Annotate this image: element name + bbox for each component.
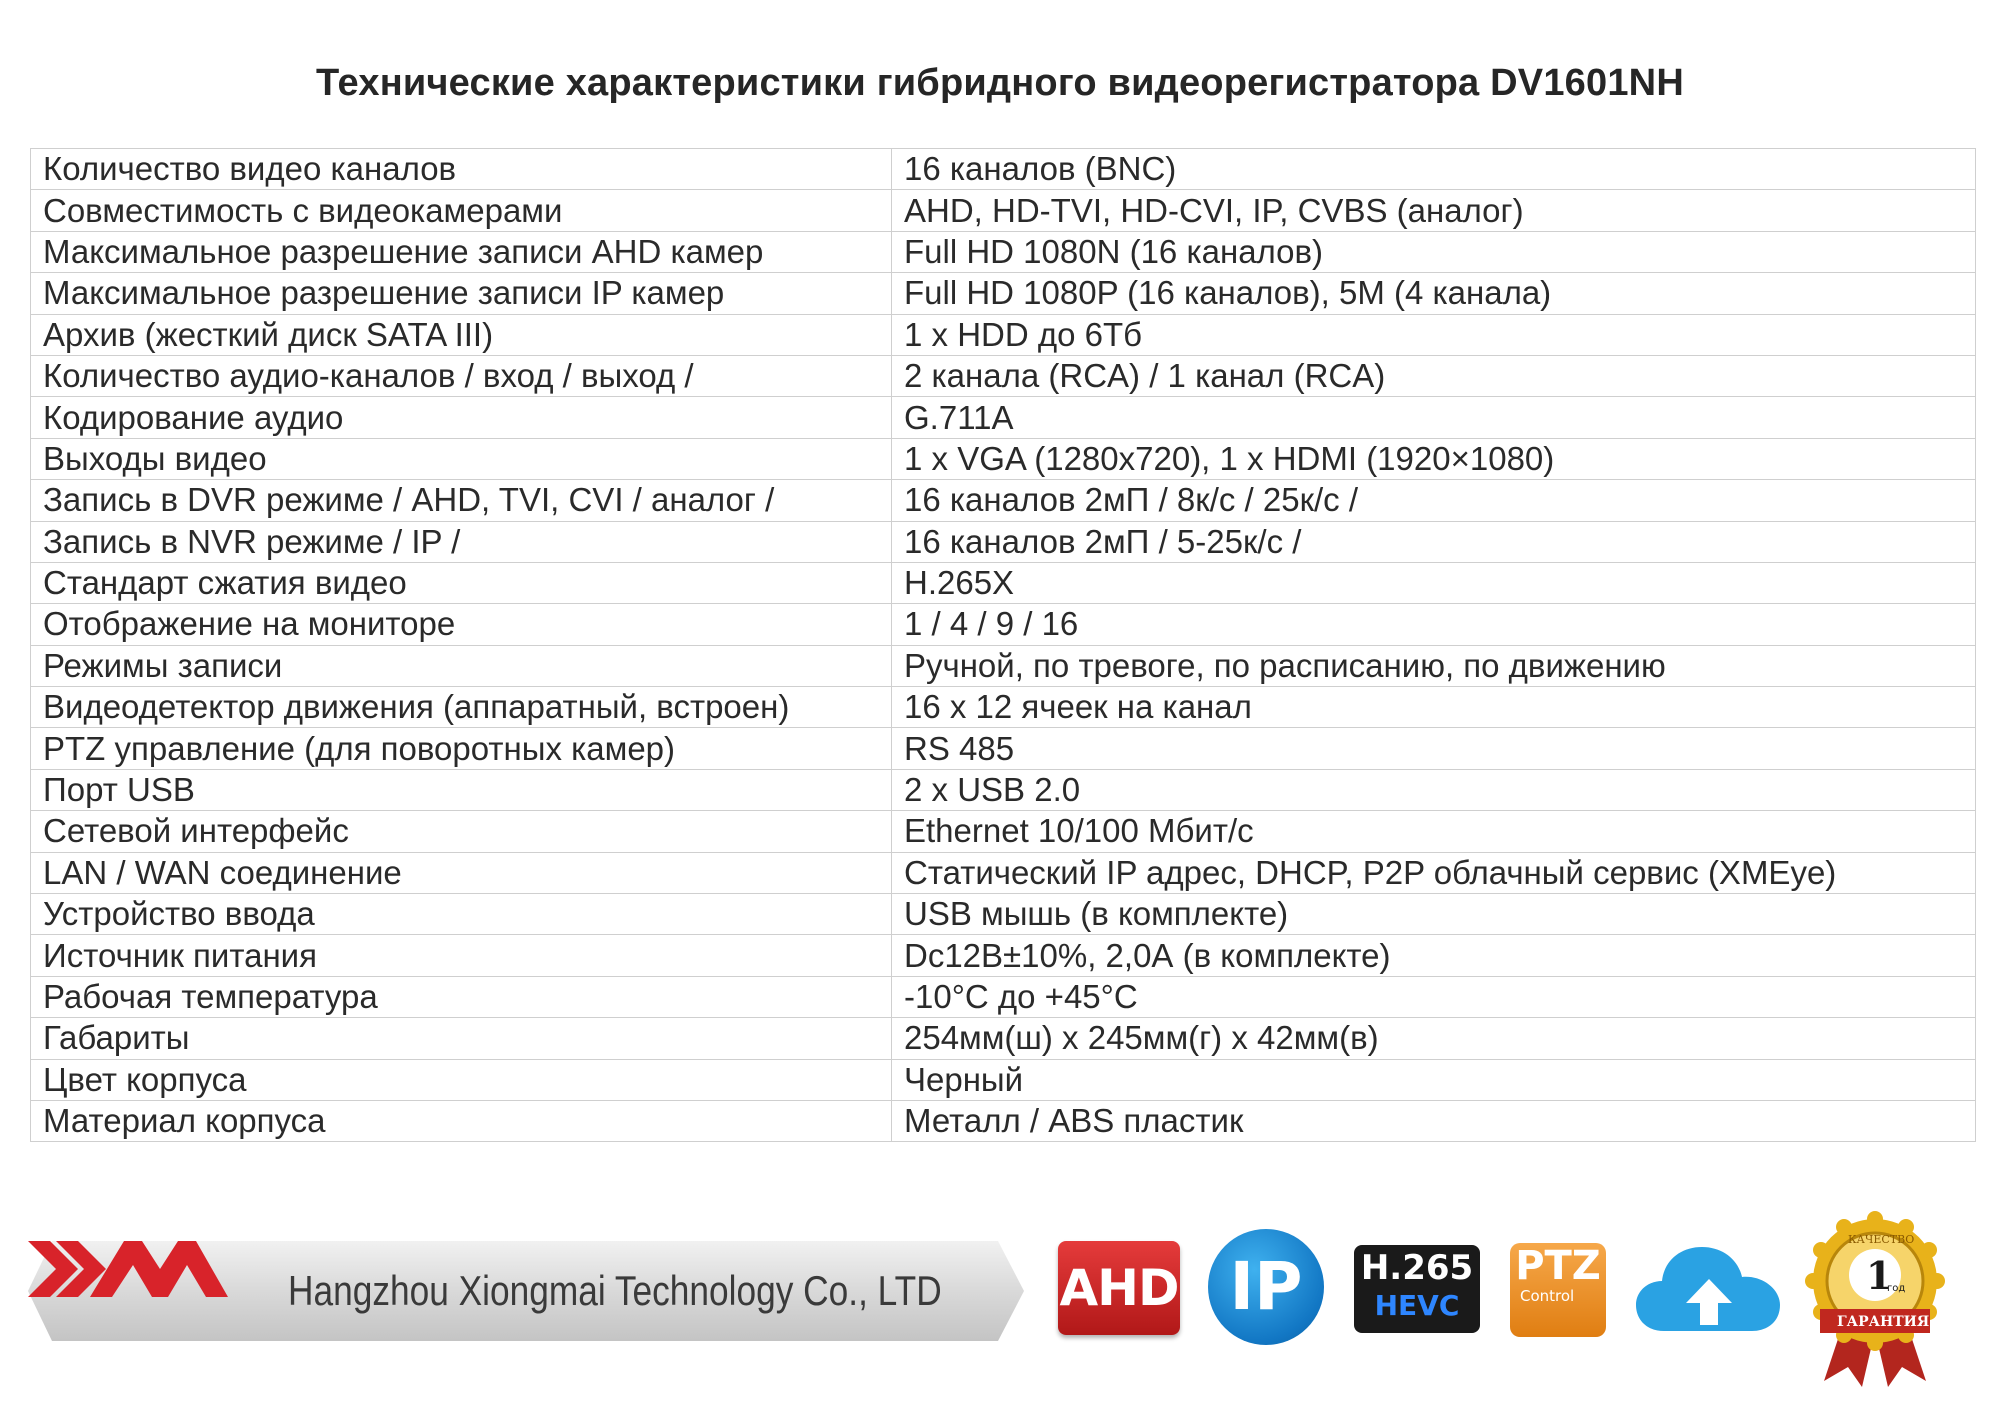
spec-row [31, 231, 1976, 272]
spec-row [31, 811, 1976, 852]
page-title: Технические характеристики гибридного видеорегистратора DV1601NH [316, 62, 1684, 104]
xm-logo-icon [28, 1241, 228, 1297]
spec-row [31, 1059, 1976, 1100]
spec-value: 254мм(ш) х 245мм(г) х 42мм(в) [892, 1018, 1976, 1059]
ptz-control-badge-icon [1510, 1243, 1606, 1337]
spec-row [31, 397, 1976, 438]
spec-parameter: Максимальное разрешение записи IP камер [31, 273, 892, 314]
spec-value: Ethernet 10/100 Мбит/с [892, 811, 1976, 852]
h265-label: H.265 [1360, 1248, 1474, 1288]
spec-value: H.265X [892, 562, 1976, 603]
warranty-unit: год [1887, 1283, 1906, 1294]
spec-value: -10°С до +45°С [892, 976, 1976, 1017]
company-name: Hangzhou Xiongmai Technology Co., LTD [288, 1267, 942, 1314]
ahd-badge-icon: AHD [1058, 1241, 1180, 1335]
h265-hevc-badge-icon [1354, 1245, 1480, 1333]
spec-row [31, 645, 1976, 686]
spec-value: Статический IP адрес, DHCP, P2P облачный сервис (XMEye) [892, 852, 1976, 893]
ip-badge-icon: IP [1208, 1229, 1324, 1345]
spec-parameter: Выходы видео [31, 438, 892, 479]
spec-value: G.711A [892, 397, 1976, 438]
spec-parameter: Режимы записи [31, 645, 892, 686]
spec-parameter: Устройство ввода [31, 894, 892, 935]
spec-parameter: Рабочая температура [31, 976, 892, 1017]
spec-row [31, 273, 1976, 314]
spec-parameter: Стандарт сжатия видео [31, 562, 892, 603]
spec-value: Ручной, по тревоге, по расписанию, по движению [892, 645, 1976, 686]
spec-row [31, 852, 1976, 893]
spec-value: Dc12В±10%, 2,0А (в комплекте) [892, 935, 1976, 976]
ptz-label: PTZ [1515, 1243, 1601, 1289]
spec-value: 16 каналов (BNC) [892, 149, 1976, 190]
warranty-label: ГАРАНТИЯ [1837, 1314, 1930, 1330]
spec-row [31, 935, 1976, 976]
spec-value: USB мышь (в комплекте) [892, 894, 1976, 935]
spec-table [30, 148, 1976, 1142]
spec-value: 1 х HDD до 6Тб [892, 314, 1976, 355]
spec-parameter: PTZ управление (для поворотных камер) [31, 728, 892, 769]
warranty-arc-text: КАЧЕСТВО [1848, 1233, 1915, 1246]
company-banner [28, 1241, 1024, 1341]
spec-row [31, 480, 1976, 521]
spec-row [31, 314, 1976, 355]
spec-row [31, 1018, 1976, 1059]
spec-value: 16 каналов 2мП / 5-25к/с / [892, 521, 1976, 562]
spec-value: 2 х USB 2.0 [892, 769, 1976, 810]
spec-row [31, 355, 1976, 396]
spec-table-body [31, 149, 1976, 1142]
spec-row [31, 687, 1976, 728]
spec-parameter: Запись в NVR режиме / IP / [31, 521, 892, 562]
spec-row [31, 728, 1976, 769]
spec-row [31, 894, 1976, 935]
spec-parameter: Максимальное разрешение записи AHD камер [31, 231, 892, 272]
spec-parameter: Материал корпуса [31, 1100, 892, 1141]
spec-row [31, 521, 1976, 562]
spec-value: 16 каналов 2мП / 8к/с / 25к/с / [892, 480, 1976, 521]
spec-parameter: Количество видео каналов [31, 149, 892, 190]
warranty-number: 1 [1866, 1253, 1893, 1298]
ptz-control-label: Control [1520, 1287, 1575, 1305]
spec-parameter: Совместимость с видеокамерами [31, 190, 892, 231]
spec-value: Full HD 1080N (16 каналов) [892, 231, 1976, 272]
spec-parameter: Количество аудио-каналов / вход / выход / [31, 355, 892, 396]
spec-row [31, 149, 1976, 190]
spec-parameter: Видеодетектор движения (аппаратный, встроен) [31, 687, 892, 728]
spec-value: RS 485 [892, 728, 1976, 769]
spec-parameter: Сетевой интерфейс [31, 811, 892, 852]
spec-value: 1 x VGA (1280х720), 1 x HDMI (1920×1080) [892, 438, 1976, 479]
spec-value: 1 / 4 / 9 / 16 [892, 604, 1976, 645]
spec-row [31, 1100, 1976, 1141]
spec-parameter: Архив (жесткий диск SATA III) [31, 314, 892, 355]
spec-row [31, 190, 1976, 231]
spec-row [31, 562, 1976, 603]
spec-value: Full HD 1080P (16 каналов), 5M (4 канала) [892, 273, 1976, 314]
warranty-seal-icon [1800, 1209, 1950, 1389]
cloud-upload-icon [1634, 1239, 1784, 1339]
spec-parameter: Порт USB [31, 769, 892, 810]
spec-row [31, 438, 1976, 479]
spec-parameter: Габариты [31, 1018, 892, 1059]
footer [0, 1225, 2000, 1385]
spec-row [31, 769, 1976, 810]
spec-parameter: LAN / WAN соединение [31, 852, 892, 893]
spec-value: Черный [892, 1059, 1976, 1100]
spec-row [31, 976, 1976, 1017]
spec-parameter: Цвет корпуса [31, 1059, 892, 1100]
spec-value: 16 х 12 ячеек на канал [892, 687, 1976, 728]
spec-row [31, 604, 1976, 645]
spec-value: AHD, HD-TVI, HD-CVI, IP, CVBS (аналог) [892, 190, 1976, 231]
spec-parameter: Отображение на мониторе [31, 604, 892, 645]
spec-parameter: Запись в DVR режиме / AHD, TVI, CVI / аналог / [31, 480, 892, 521]
spec-parameter: Кодирование аудио [31, 397, 892, 438]
spec-value: 2 канала (RCA) / 1 канал (RCA) [892, 355, 1976, 396]
hevc-label: HEVC [1374, 1289, 1460, 1322]
spec-value: Металл / ABS пластик [892, 1100, 1976, 1141]
spec-parameter: Источник питания [31, 935, 892, 976]
